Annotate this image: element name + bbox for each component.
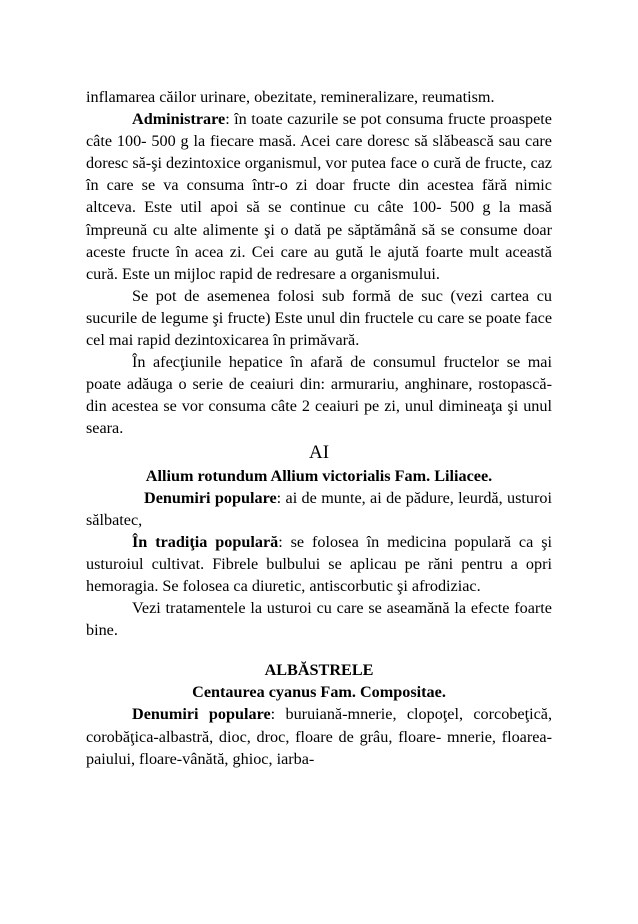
ai-tradition-label: În tradiţia populară: [132, 532, 279, 551]
albastrele-popular-names: [86, 703, 552, 769]
administrare-text: : în toate cazurile se pot consuma fructe proaspete câte 100- 500 g la fiecare masă. Acei care doresc să slăbească sau care doresc să-şi dezintoxice organismul, vor putea face o cură de fructe, caz în care se va consuma într-o zi doar fructe din acestea fără nimic altceva. Este util apoi să se continue cu câte 100- 500 g la masă împreună cu alte alimente şi o dată pe săptămână să se consume doar aceste fructe în acea zi. Cei care au gută le ajută foarte mult această cură. Este un mijloc rapid de redresare a organismului.: [86, 110, 552, 283]
heading-ai: AI: [308, 441, 330, 463]
albastrele-latin-name: Centaurea cyanus Fam. Compositae.: [192, 683, 446, 702]
albastrele-names-text: : buruiană-mnerie, clopoţel, corcobeţică, corobăţica-albastră, dioc, droc, floare de grâu, floare- mnerie, floarea-paiului, floare-vânătă, ghioc, iarba-: [86, 705, 552, 768]
ai-names-label: Denumiri populare: [144, 488, 277, 507]
paragraph-administrare: [86, 108, 552, 285]
ai-tradition: [86, 531, 552, 597]
paragraph-hepatice: În afecţiunile hepatice în afară de consumul fructelor se mai poate adăuga o serie de ceaiuri din: armurariu, anghinare, rostopască- din acestea se vor consuma câte 2 ceaiuri pe zi, unul dimineaţa şi unul seara.: [86, 353, 552, 438]
albastrele-names-label: Denumiri populare: [132, 705, 271, 724]
ai-names-text: : ai de munte, ai de pădure, leurdă, usturoi sălbatec,: [86, 488, 552, 529]
ai-see-also: Vezi tratamentele la usturoi cu care se aseamănă la efecte foarte bine.: [86, 599, 552, 640]
paragraph-continuation: inflamarea căilor urinare, obezitate, remineralizare, reumatism.: [86, 88, 495, 106]
heading-albastrele: ALBĂSTRELE: [264, 661, 374, 680]
ai-tradition-text: : se folosea în medicina populară ca şi usturoiul cultivat. Fibrele bulbului se aplicau pe răni pentru a opri hemoragia. Se folosea ca diuretic, antiscorbutic şi afrodiziac.: [86, 532, 552, 595]
ai-popular-names: [86, 487, 552, 531]
section-gap: [86, 641, 552, 659]
ai-latin-name: Allium rotundum Allium victorialis Fam. Liliacee.: [145, 466, 493, 485]
paragraph-suc: Se pot de asemenea folosi sub formă de suc (vezi cartea cu sucurile de legume şi fructe) Este unul din fructele cu care se poate face cel mai rapid dezintoxicarea în primăvară.: [86, 286, 552, 350]
administrare-label: Administrare: [132, 110, 226, 129]
